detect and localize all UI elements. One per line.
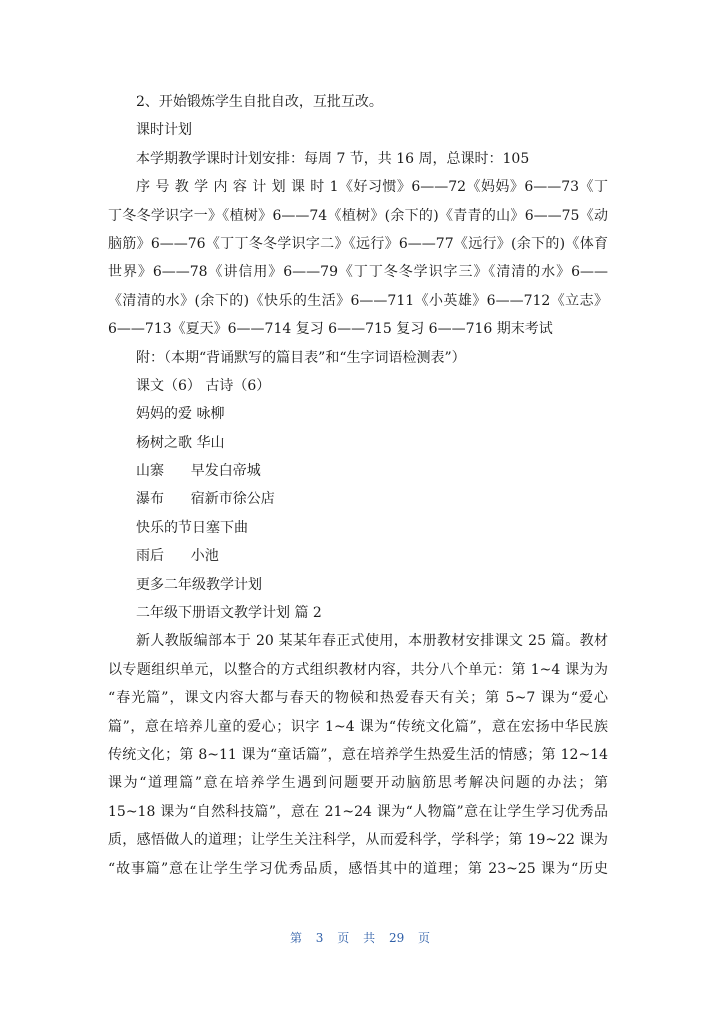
footer-label-ye2: 页 (418, 931, 431, 945)
text-line: 丁冬冬学识字一》《植树》6——74《植树》(余下的)《青青的山》6——75《动 (108, 207, 608, 224)
text-line: 6——713《夏天》6——714 复习 6——715 复习 6——716 期末考试 (108, 321, 553, 338)
text-line: 附：（本期“背诵默写的篇目表”和“生字词语检测表”） (136, 349, 466, 366)
text-line: “春光篇”，课文内容大都与春天的物候和热爱春天有关；第 5~7 课为“爱心 (108, 690, 608, 707)
text-line: 课为“道理篇”意在培养学生遇到问题要开动脑筋思考解决问题的办法；第 (108, 775, 608, 792)
text-line: 质，感悟做人的道理；让学生关注科学，从而爱科学，学科学；第 19~22 课为 (108, 832, 608, 849)
footer-label-di: 第 (289, 931, 302, 945)
text-line: 雨后 小池 (136, 548, 219, 565)
text-line: 妈妈的爱 咏柳 (136, 406, 225, 423)
text-line: 世界》6——78《讲信用》6——79《丁丁冬冬学识字三》《清清的水》6—— (108, 264, 608, 281)
section-heading: 二年级下册语文教学计划 篇 2 (136, 605, 322, 622)
text-line: 脑筋》6——76《丁丁冬冬学识字二》《远行》6——77《远行》(余下的)《体育 (108, 235, 608, 252)
section-heading: 课时计划 (136, 122, 192, 139)
text-line: 序 号 教 学 内 容 计 划 课 时 1《好习惯》6——72《妈妈》6——73《丁 (136, 179, 608, 196)
text-line: 篇”，意在培养儿童的爱心；识字 1~4 课为“传统文化篇”，意在宏扬中华民族 (108, 718, 608, 735)
text-line: 更多二年级教学计划 (136, 576, 262, 593)
page-footer (0, 929, 720, 946)
footer-page-total: 29 (388, 931, 405, 945)
text-line: 杨树之歌 华山 (136, 434, 225, 451)
text-line: 新人教版编部本于 20 某某年春正式使用，本册教材安排课文 25 篇。教材 (136, 633, 608, 650)
text-line: 传统文化；第 8~11 课为“童话篇”，意在培养学生热爱生活的情感；第 12~14 (108, 746, 608, 763)
text-line: 本学期教学课时计划安排：每周 7 节，共 16 周，总课时：105 (136, 150, 530, 167)
text-line: 课文（6） 古诗（6） (136, 377, 271, 394)
text-line: 15~18 课为“自然科技篇”，意在 21~24 课为“人物篇”意在让学生学习优秀品 (108, 803, 608, 820)
text-line: 快乐的节日塞下曲 (136, 519, 248, 536)
footer-page-current: 3 (315, 931, 324, 945)
text-line: 以专题组织单元，以整合的方式组织教材内容，共分八个单元：第 1~4 课为为 (108, 661, 608, 678)
document-body (108, 88, 608, 883)
footer-label-ye: 页 (337, 931, 350, 945)
text-line: “故事篇”意在让学生学习优秀品质，感悟其中的道理；第 23~25 课为“历史 (108, 860, 608, 877)
footer-label-gong: 共 (363, 931, 376, 945)
text-line: 《清清的水》(余下的)《快乐的生活》6——711《小英雄》6——712《立志》 (108, 292, 608, 309)
text-line: 2、开始锻炼学生自批自改，互批互改。 (136, 94, 383, 110)
text-line: 山寨 早发白帝城 (136, 463, 261, 480)
text-line: 瀑布 宿新市徐公店 (136, 491, 275, 508)
